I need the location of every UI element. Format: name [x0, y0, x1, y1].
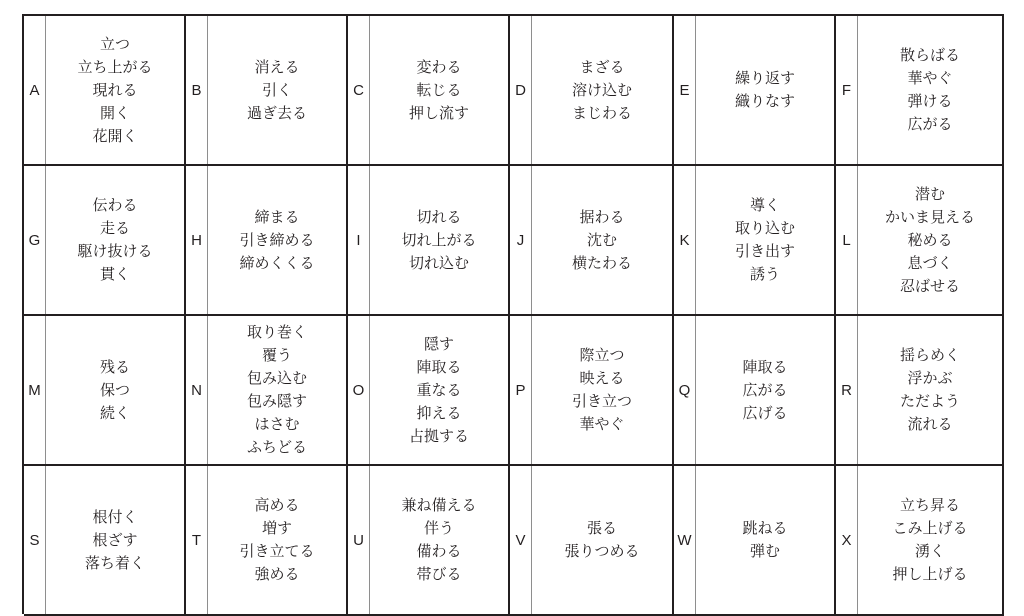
cell-letter: M — [24, 316, 46, 464]
cell-word: 誘う — [749, 265, 780, 283]
cell-word: 重なる — [416, 380, 462, 399]
cell-word: 華やぐ — [579, 415, 625, 433]
cell-word: 陣取る — [416, 357, 462, 376]
cell-letter: N — [186, 316, 208, 464]
cell-word-list — [370, 466, 508, 614]
cell-word-list — [532, 16, 672, 164]
cell-word: 走る — [99, 219, 130, 237]
cell-letter: E — [674, 16, 696, 164]
grid-cell — [836, 316, 1004, 466]
cell-word: 湧く — [914, 542, 945, 560]
cell-letter: C — [348, 16, 370, 164]
grid-cell — [24, 316, 186, 466]
cell-word: 引き立つ — [571, 392, 632, 410]
cell-word: 繰り返す — [734, 69, 795, 87]
grid-row — [24, 16, 1004, 166]
cell-letter: D — [510, 16, 532, 164]
grid-cell — [836, 166, 1004, 316]
cell-word: 弾む — [749, 542, 780, 560]
cell-letter: R — [836, 316, 858, 464]
cell-word: 立ち上がる — [77, 57, 153, 76]
cell-word: 締まる — [254, 207, 300, 226]
grid-cell — [674, 466, 836, 616]
cell-word: 切れ込む — [408, 253, 469, 272]
cell-word: 忍ばせる — [899, 276, 960, 295]
cell-word: 開く — [99, 103, 130, 122]
cell-word: 伝わる — [92, 196, 138, 214]
cell-word: まざる — [579, 57, 625, 76]
grid-cell — [186, 316, 348, 466]
cell-word: 引く — [261, 80, 292, 99]
grid-cell — [24, 166, 186, 316]
cell-word: 増す — [261, 519, 292, 537]
cell-letter: L — [836, 166, 858, 314]
cell-word: 織りなす — [734, 92, 795, 110]
cell-word-list — [532, 316, 672, 464]
grid-cell — [674, 16, 836, 166]
cell-word: 張りつめる — [564, 542, 640, 560]
cell-word: 保つ — [99, 380, 130, 399]
grid-cell — [186, 466, 348, 616]
cell-word: 兼ね備える — [401, 496, 477, 514]
cell-word-list — [370, 166, 508, 314]
cell-letter: T — [186, 466, 208, 614]
cell-word-list — [858, 316, 1002, 464]
cell-word-list — [696, 316, 834, 464]
cell-word: 取り込む — [734, 219, 795, 237]
cell-word: 包み隠す — [246, 392, 307, 410]
cell-word-list — [208, 16, 346, 164]
grid-cell — [836, 16, 1004, 166]
grid-cell — [510, 466, 674, 616]
cell-word: 引き出す — [734, 242, 795, 260]
grid-cell — [24, 16, 186, 166]
cell-word: 流れる — [907, 415, 953, 433]
cell-letter: P — [510, 316, 532, 464]
cell-word-list — [46, 316, 184, 464]
grid-cell — [186, 16, 348, 166]
cell-word-list — [858, 16, 1002, 164]
cell-word: 据わる — [579, 207, 625, 226]
cell-letter: V — [510, 466, 532, 614]
verb-grid-table — [22, 14, 1004, 614]
cell-word: 切れ上がる — [401, 230, 477, 249]
cell-word: 過ぎ去る — [246, 103, 307, 122]
cell-word-list — [532, 166, 672, 314]
cell-word: 息づく — [907, 253, 953, 272]
cell-word: 貫く — [99, 265, 130, 283]
cell-word: 覆う — [261, 346, 292, 364]
cell-word: 抑える — [416, 403, 462, 422]
cell-word: 弾ける — [907, 92, 953, 110]
cell-word: 転じる — [416, 80, 462, 99]
cell-word: 続く — [99, 403, 130, 422]
cell-letter: A — [24, 16, 46, 164]
cell-word: かいま見える — [884, 207, 975, 226]
cell-word: 消える — [254, 57, 300, 76]
cell-letter: X — [836, 466, 858, 614]
cell-word: 立ち昇る — [899, 496, 960, 514]
cell-word: こみ上げる — [892, 519, 968, 537]
cell-word: 引き締める — [239, 230, 315, 249]
grid-cell — [510, 16, 674, 166]
cell-word: 沈む — [586, 230, 617, 249]
cell-word: 張る — [586, 519, 617, 537]
cell-letter: W — [674, 466, 696, 614]
cell-letter: K — [674, 166, 696, 314]
grid-cell — [186, 166, 348, 316]
cell-letter: O — [348, 316, 370, 464]
cell-word-list — [858, 466, 1002, 614]
cell-word-list — [370, 16, 508, 164]
cell-word: 揺らめく — [899, 346, 960, 364]
cell-word-list — [46, 166, 184, 314]
cell-word: 締めくくる — [239, 253, 315, 272]
cell-letter: F — [836, 16, 858, 164]
grid-cell — [674, 316, 836, 466]
cell-word: 立つ — [99, 34, 130, 53]
cell-word: 広がる — [907, 115, 953, 133]
grid-cell — [674, 166, 836, 316]
cell-word: 高める — [254, 496, 300, 514]
cell-word: ただよう — [899, 392, 960, 410]
cell-word-list — [370, 316, 508, 464]
cell-word: 落ち着く — [84, 553, 145, 572]
cell-word: 包み込む — [246, 369, 307, 387]
cell-word-list — [46, 16, 184, 164]
cell-word: 切れる — [416, 207, 462, 226]
cell-word: 溶け込む — [571, 80, 632, 99]
cell-word: 導く — [749, 196, 780, 214]
cell-word: 際立つ — [579, 346, 625, 364]
grid-cell — [348, 16, 510, 166]
cell-word: 広げる — [742, 403, 788, 422]
cell-letter: I — [348, 166, 370, 314]
cell-word: 秘める — [907, 230, 953, 249]
cell-word: ふちどる — [246, 438, 307, 456]
cell-letter: G — [24, 166, 46, 314]
cell-word: 広がる — [742, 380, 788, 399]
cell-word: 取り巻く — [246, 323, 307, 341]
grid-cell — [348, 316, 510, 466]
cell-word-list — [46, 466, 184, 614]
cell-letter: J — [510, 166, 532, 314]
cell-word: 現れる — [92, 80, 138, 99]
cell-word-list — [858, 166, 1002, 314]
cell-word: 花開く — [92, 126, 138, 145]
cell-word: 残る — [99, 357, 130, 376]
cell-word: 映える — [579, 369, 625, 387]
cell-word: 横たわる — [571, 253, 632, 272]
grid-cell — [348, 466, 510, 616]
cell-word: 備わる — [416, 542, 462, 560]
cell-word: 押し流す — [408, 103, 469, 122]
cell-word: 駆け抜ける — [77, 242, 153, 260]
grid-row — [24, 466, 1004, 616]
cell-word-list — [696, 166, 834, 314]
grid-cell — [836, 466, 1004, 616]
cell-word-list — [532, 466, 672, 614]
cell-letter: H — [186, 166, 208, 314]
cell-word: はさむ — [254, 415, 300, 433]
cell-word: 帯びる — [416, 565, 462, 583]
cell-word: 強める — [254, 565, 300, 583]
cell-letter: B — [186, 16, 208, 164]
cell-word: 潜む — [914, 184, 945, 203]
cell-letter: U — [348, 466, 370, 614]
cell-word-list — [696, 466, 834, 614]
grid-cell — [510, 316, 674, 466]
cell-word: 変わる — [416, 57, 462, 76]
cell-word: 伴う — [423, 519, 454, 537]
cell-word: 散らばる — [899, 46, 960, 64]
cell-word: 押し上げる — [892, 565, 968, 583]
cell-word: まじわる — [571, 103, 632, 122]
cell-word: 隠す — [423, 334, 454, 353]
cell-word: 跳ねる — [742, 519, 788, 537]
cell-word: 占拠する — [408, 426, 469, 445]
cell-word: 引き立てる — [239, 542, 315, 560]
cell-letter: Q — [674, 316, 696, 464]
grid-row — [24, 316, 1004, 466]
cell-word-list — [208, 466, 346, 614]
grid-row — [24, 166, 1004, 316]
grid-cell — [24, 466, 186, 616]
cell-word: 根付く — [92, 507, 138, 526]
grid-cell — [348, 166, 510, 316]
cell-word-list — [208, 166, 346, 314]
cell-word-list — [696, 16, 834, 164]
cell-word: 陣取る — [742, 357, 788, 376]
cell-word: 根ざす — [92, 530, 138, 549]
cell-letter: S — [24, 466, 46, 614]
grid-cell — [510, 166, 674, 316]
cell-word: 浮かぶ — [907, 369, 953, 387]
cell-word: 華やぐ — [907, 69, 953, 87]
cell-word-list — [208, 316, 346, 464]
